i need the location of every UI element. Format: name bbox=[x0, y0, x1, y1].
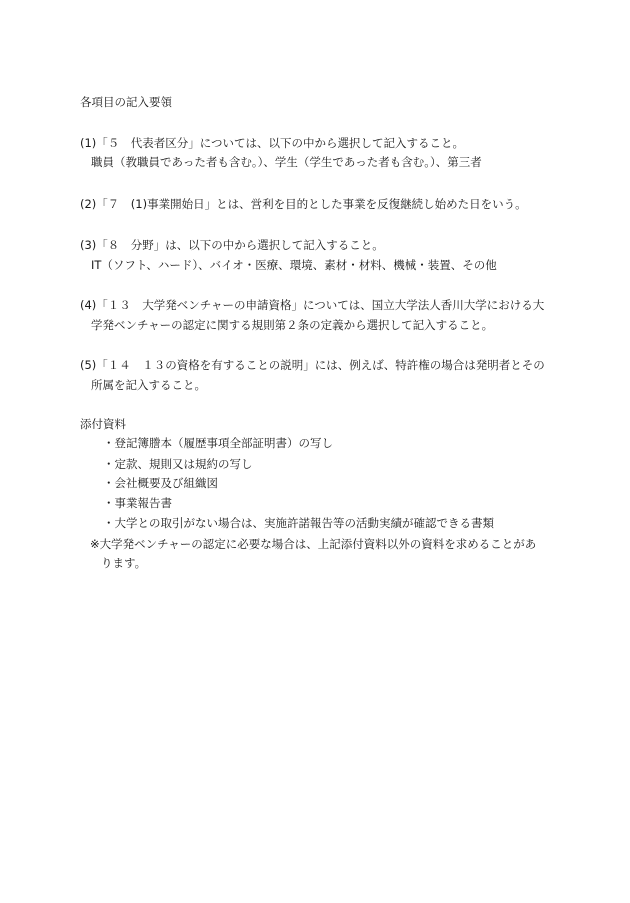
instruction-line: IT（ソフト、ハード）、バイオ・医療、環境、素材・材料、機械・装置、その他 bbox=[91, 258, 497, 272]
attachments-note: ります。 bbox=[101, 556, 147, 570]
page-title: 各項目の記入要領 bbox=[80, 95, 172, 109]
instruction-line: (1)「５ 代表者区分」については、以下の中から選択して記入すること。 bbox=[80, 136, 465, 150]
attachment-item: ・定款、規則又は規約の写し bbox=[103, 457, 253, 471]
attachment-item: ・大学との取引がない場合は、実施許諾報告等の活動実績が確認できる書類 bbox=[103, 516, 494, 530]
attachments-title: 添付資料 bbox=[80, 417, 126, 431]
attachments-note: ※大学発ベンチャーの認定に必要な場合は、上記添付資料以外の資料を求めることがあ bbox=[90, 537, 537, 551]
instruction-line: (4)「１３ 大学発ベンチャーの申請資格」については、国立大学法人香川大学における大 bbox=[80, 298, 545, 312]
attachment-item: ・会社概要及び組織図 bbox=[103, 476, 218, 490]
instruction-line: 所属を記入すること。 bbox=[91, 378, 206, 392]
instruction-line: 学発ベンチャーの認定に関する規則第２条の定義から選択して記入すること。 bbox=[91, 318, 494, 332]
instruction-line: (3)「８ 分野」は、以下の中から選択して記入すること。 bbox=[80, 238, 384, 252]
attachment-item: ・登記簿謄本（履歴事項全部証明書）の写し bbox=[103, 436, 333, 450]
attachment-item: ・事業報告書 bbox=[103, 496, 172, 510]
instruction-line: (5)「１４ １３の資格を有することの説明」には、例えば、特許権の場合は発明者とその bbox=[80, 358, 545, 372]
instruction-line: (2)「７ (1)事業開始日」とは、営利を目的とした事業を反復継続し始めた日をいう。 bbox=[80, 197, 527, 211]
instruction-line: 職員（教職員であった者も含む。）、学生（学生であった者も含む。）、第三者 bbox=[91, 155, 482, 169]
